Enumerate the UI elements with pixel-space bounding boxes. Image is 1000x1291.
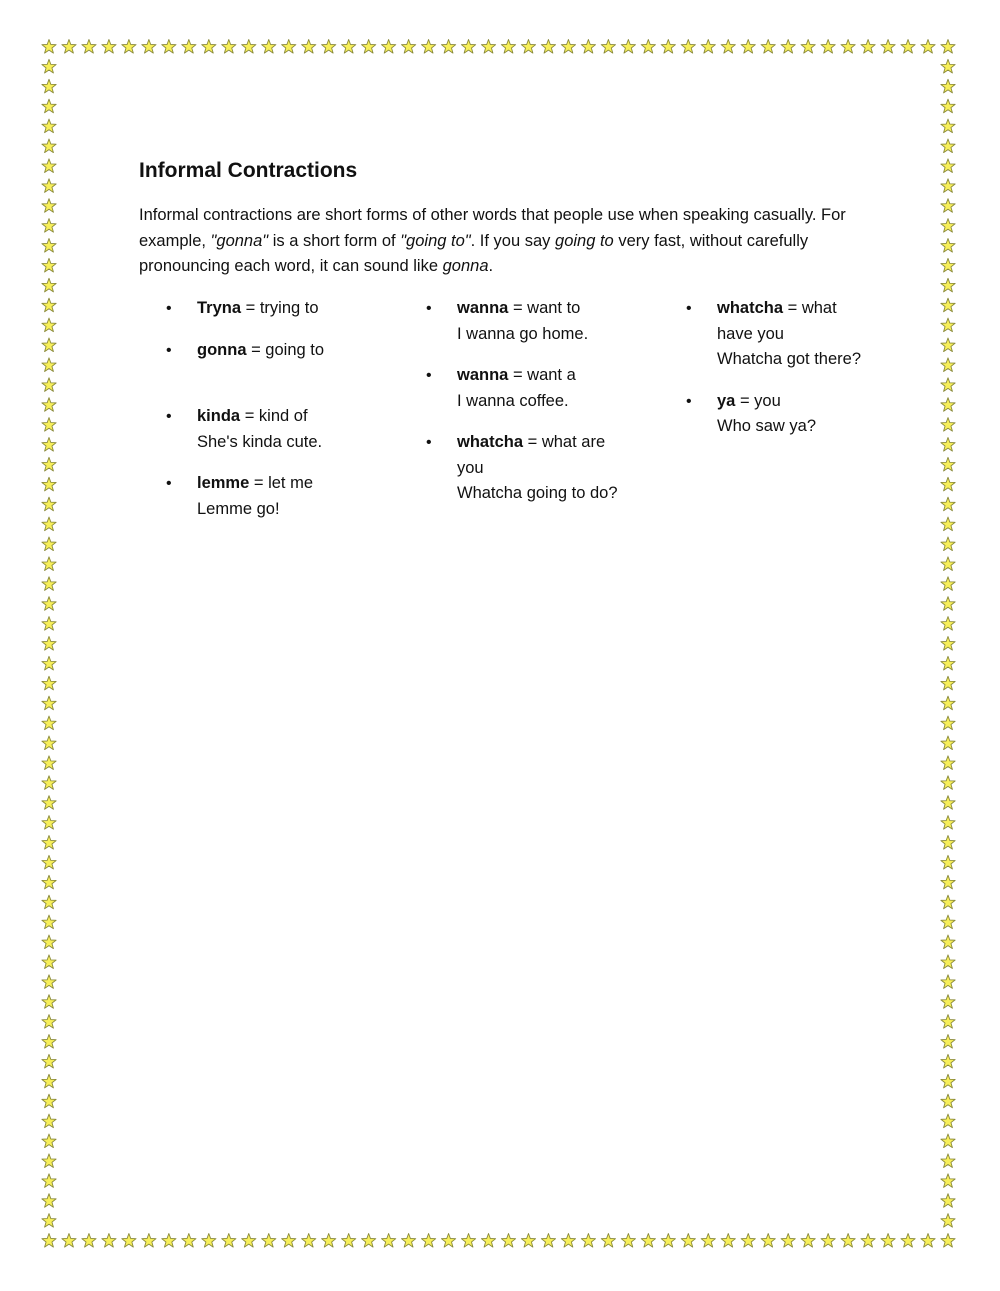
star-icon <box>42 418 56 432</box>
star-icon <box>941 418 955 432</box>
star-icon <box>42 756 56 770</box>
star-icon <box>941 935 955 949</box>
star-icon <box>801 1234 815 1248</box>
star-icon <box>941 1134 955 1148</box>
star-icon <box>42 895 56 909</box>
star-icon <box>941 816 955 830</box>
intro-italic-going-to: going to <box>555 231 614 250</box>
star-icon <box>42 656 56 670</box>
contraction-example: Whatcha going to do? <box>457 484 618 502</box>
star-icon <box>941 1174 955 1188</box>
star-icon <box>901 1234 915 1248</box>
star-icon <box>561 40 575 54</box>
star-icon <box>42 1134 56 1148</box>
star-icon <box>342 40 356 54</box>
contraction-entry <box>166 404 366 455</box>
star-icon <box>941 258 955 272</box>
contraction-definition: = what are you <box>457 433 606 477</box>
star-icon <box>741 1234 755 1248</box>
star-icon <box>42 836 56 850</box>
star-icon <box>222 1234 236 1248</box>
star-icon <box>262 1234 276 1248</box>
star-icon <box>42 477 56 491</box>
star-icon <box>42 1194 56 1208</box>
contraction-term: wanna <box>457 366 509 384</box>
star-icon <box>701 1234 715 1248</box>
star-icon <box>581 40 595 54</box>
star-icon <box>42 676 56 690</box>
star-icon <box>941 577 955 591</box>
star-icon <box>162 1234 176 1248</box>
star-icon <box>941 1074 955 1088</box>
star-icon <box>42 537 56 551</box>
star-icon <box>621 40 635 54</box>
star-icon <box>381 40 395 54</box>
contraction-example: I wanna coffee. <box>457 391 569 410</box>
contraction-entry <box>686 296 866 373</box>
star-icon <box>941 398 955 412</box>
star-icon <box>941 796 955 810</box>
star-icon <box>941 836 955 850</box>
star-icon <box>162 40 176 54</box>
star-icon <box>941 40 955 54</box>
contraction-definition: = let me <box>249 474 314 492</box>
star-icon <box>921 1234 935 1248</box>
star-icon <box>821 1234 835 1248</box>
star-icon <box>102 1234 116 1248</box>
star-icon <box>801 40 815 54</box>
contraction-definition: = you <box>735 391 781 410</box>
star-icon <box>941 656 955 670</box>
star-icon <box>42 637 56 651</box>
star-icon <box>941 776 955 790</box>
contraction-term: wanna <box>457 299 509 317</box>
star-icon <box>721 40 735 54</box>
star-icon <box>122 40 136 54</box>
star-icon <box>881 40 895 54</box>
star-icon <box>42 1214 56 1228</box>
star-icon <box>941 875 955 889</box>
contraction-definition: = want to <box>508 299 581 317</box>
star-icon <box>941 855 955 869</box>
star-icon <box>541 40 555 54</box>
star-icon <box>881 1234 895 1248</box>
star-icon <box>42 99 56 113</box>
star-icon <box>42 378 56 392</box>
star-icon <box>42 935 56 949</box>
star-icon <box>42 338 56 352</box>
contraction-example: She's kinda cute. <box>197 432 323 451</box>
star-icon <box>641 40 655 54</box>
star-icon <box>941 1214 955 1228</box>
star-icon <box>42 318 56 332</box>
star-icon <box>42 1114 56 1128</box>
star-icon <box>501 40 515 54</box>
contraction-example: I wanna go home. <box>457 324 589 343</box>
star-icon <box>941 477 955 491</box>
contraction-definition: = trying to <box>241 299 319 317</box>
contraction-entry <box>426 296 626 347</box>
star-icon <box>242 1234 256 1248</box>
star-icon <box>42 497 56 511</box>
star-icon <box>302 40 316 54</box>
star-icon <box>841 40 855 54</box>
star-icon <box>761 40 775 54</box>
star-icon <box>401 40 415 54</box>
star-icon <box>701 40 715 54</box>
star-icon <box>721 1234 735 1248</box>
star-icon <box>82 1234 96 1248</box>
intro-text-4: very fast, without carefully pronouncing each word, it can sound like <box>139 231 809 275</box>
star-icon <box>941 895 955 909</box>
star-icon <box>661 1234 675 1248</box>
star-icon <box>42 816 56 830</box>
star-icon <box>941 995 955 1009</box>
star-icon <box>42 1054 56 1068</box>
star-icon <box>42 139 56 153</box>
star-icon <box>42 716 56 730</box>
star-icon <box>42 159 56 173</box>
star-icon <box>282 1234 296 1248</box>
intro-italic-gonna: gonna <box>442 257 489 275</box>
star-icon <box>421 1234 435 1248</box>
contraction-example: Whatcha got there? <box>717 350 862 368</box>
star-icon <box>941 955 955 969</box>
star-icon <box>42 915 56 929</box>
star-icon <box>262 40 276 54</box>
contraction-column-1 <box>166 296 366 538</box>
star-icon <box>42 577 56 591</box>
star-icon <box>941 696 955 710</box>
star-icon <box>42 398 56 412</box>
star-icon <box>941 99 955 113</box>
star-icon <box>461 1234 475 1248</box>
star-icon <box>941 597 955 611</box>
star-icon <box>322 1234 336 1248</box>
star-icon <box>681 40 695 54</box>
intro-text-1: Informal contractions are short forms of other words that people use when speaking casually. For example, <box>139 206 846 250</box>
star-icon <box>941 975 955 989</box>
star-icon <box>122 1234 136 1248</box>
star-icon <box>901 40 915 54</box>
star-icon <box>941 219 955 233</box>
star-icon <box>941 298 955 312</box>
intro-text-3: . If you say <box>470 231 556 250</box>
star-icon <box>381 1234 395 1248</box>
star-icon <box>42 955 56 969</box>
contraction-term: whatcha <box>717 299 784 317</box>
star-icon <box>42 40 56 54</box>
star-icon <box>941 736 955 750</box>
contraction-example: Who saw ya? <box>717 417 817 435</box>
page-title: Informal Contractions <box>139 159 358 182</box>
star-icon <box>42 1074 56 1088</box>
star-icon <box>322 40 336 54</box>
star-icon <box>42 59 56 73</box>
star-icon <box>941 756 955 770</box>
star-icon <box>601 1234 615 1248</box>
star-icon <box>62 40 76 54</box>
star-icon <box>681 1234 695 1248</box>
star-icon <box>941 1154 955 1168</box>
contraction-term: Tryna <box>197 299 242 317</box>
contraction-term: ya <box>717 391 736 410</box>
intro-text-2: is a short form of <box>268 231 401 250</box>
contraction-definition: = going to <box>246 340 325 359</box>
star-icon <box>841 1234 855 1248</box>
star-icon <box>42 597 56 611</box>
star-icon <box>222 40 236 54</box>
star-icon <box>941 278 955 292</box>
star-icon <box>521 1234 535 1248</box>
star-icon <box>641 1234 655 1248</box>
star-icon <box>42 258 56 272</box>
star-icon <box>42 796 56 810</box>
star-icon <box>941 637 955 651</box>
star-icon <box>941 1194 955 1208</box>
star-icon <box>242 40 256 54</box>
star-icon <box>42 1035 56 1049</box>
star-icon <box>142 1234 156 1248</box>
star-icon <box>621 1234 635 1248</box>
star-icon <box>781 40 795 54</box>
star-icon <box>42 239 56 253</box>
contraction-term: lemme <box>197 474 250 492</box>
star-icon <box>541 1234 555 1248</box>
star-icon <box>42 855 56 869</box>
star-icon <box>62 1234 76 1248</box>
star-icon <box>581 1234 595 1248</box>
star-icon <box>821 40 835 54</box>
star-icon <box>941 338 955 352</box>
star-icon <box>941 179 955 193</box>
star-icon <box>42 617 56 631</box>
star-icon <box>941 378 955 392</box>
star-icon <box>42 219 56 233</box>
contraction-definition: = want a <box>508 366 576 384</box>
star-icon <box>941 358 955 372</box>
star-icon <box>521 40 535 54</box>
star-icon <box>42 1174 56 1188</box>
contraction-column-3 <box>686 296 866 456</box>
star-icon <box>182 40 196 54</box>
contraction-term: whatcha <box>457 433 524 451</box>
intro-text-5: . <box>488 257 494 275</box>
star-icon <box>82 40 96 54</box>
star-icon <box>401 1234 415 1248</box>
star-icon <box>42 875 56 889</box>
contraction-entry <box>166 338 366 364</box>
star-icon <box>42 995 56 1009</box>
star-icon <box>941 199 955 213</box>
star-icon <box>42 199 56 213</box>
star-icon <box>941 617 955 631</box>
star-icon <box>42 736 56 750</box>
star-icon <box>362 1234 376 1248</box>
star-icon <box>42 1015 56 1029</box>
star-icon <box>42 1154 56 1168</box>
star-icon <box>761 1234 775 1248</box>
star-icon <box>362 40 376 54</box>
star-icon <box>42 1094 56 1108</box>
star-icon <box>42 179 56 193</box>
star-icon <box>601 40 615 54</box>
star-icon <box>282 40 296 54</box>
star-icon <box>342 1234 356 1248</box>
star-icon <box>941 676 955 690</box>
star-icon <box>42 79 56 93</box>
star-icon <box>861 1234 875 1248</box>
star-icon <box>481 1234 495 1248</box>
contraction-definition: = what have you <box>717 299 837 343</box>
star-icon <box>42 696 56 710</box>
star-icon <box>441 1234 455 1248</box>
star-icon <box>941 517 955 531</box>
star-icon <box>302 1234 316 1248</box>
star-icon <box>481 40 495 54</box>
star-icon <box>741 40 755 54</box>
contraction-column-2 <box>426 296 626 523</box>
star-icon <box>501 1234 515 1248</box>
star-icon <box>42 557 56 571</box>
star-icon <box>941 557 955 571</box>
star-icon <box>941 119 955 133</box>
star-icon <box>941 497 955 511</box>
star-icon <box>941 537 955 551</box>
star-icon <box>941 1094 955 1108</box>
star-icon <box>42 358 56 372</box>
star-icon <box>941 457 955 471</box>
intro-quote-gonna: "gonna" <box>210 231 269 250</box>
star-icon <box>941 1054 955 1068</box>
star-icon <box>42 298 56 312</box>
star-icon <box>941 716 955 730</box>
star-icon <box>142 40 156 54</box>
star-icon <box>42 119 56 133</box>
contraction-entry <box>426 430 626 507</box>
star-icon <box>42 517 56 531</box>
star-icon <box>421 40 435 54</box>
intro-quote-going-to: "going to" <box>400 231 471 250</box>
star-icon <box>941 318 955 332</box>
star-icon <box>441 40 455 54</box>
star-icon <box>102 40 116 54</box>
star-icon <box>921 40 935 54</box>
star-icon <box>202 1234 216 1248</box>
star-icon <box>941 1234 955 1248</box>
contraction-term: kinda <box>197 407 241 425</box>
star-icon <box>42 1234 56 1248</box>
star-icon <box>861 40 875 54</box>
star-icon <box>661 40 675 54</box>
contraction-example: Lemme go! <box>197 499 280 518</box>
star-icon <box>42 457 56 471</box>
contraction-term: gonna <box>197 340 247 359</box>
contraction-entry <box>166 296 366 322</box>
star-icon <box>941 139 955 153</box>
star-icon <box>42 438 56 452</box>
star-icon <box>941 915 955 929</box>
star-icon <box>461 40 475 54</box>
star-icon <box>941 438 955 452</box>
star-icon <box>182 1234 196 1248</box>
star-icon <box>941 59 955 73</box>
star-icon <box>781 1234 795 1248</box>
star-icon <box>202 40 216 54</box>
star-icon <box>941 159 955 173</box>
star-icon <box>941 79 955 93</box>
contraction-entry <box>686 389 866 440</box>
star-icon <box>941 1114 955 1128</box>
contraction-entry <box>166 471 366 522</box>
contraction-definition: = kind of <box>240 407 308 425</box>
star-icon <box>42 975 56 989</box>
star-icon <box>42 776 56 790</box>
star-icon <box>941 239 955 253</box>
star-icon <box>42 278 56 292</box>
star-icon <box>941 1035 955 1049</box>
star-icon <box>941 1015 955 1029</box>
star-icon <box>561 1234 575 1248</box>
intro-paragraph <box>139 203 869 280</box>
contraction-entry <box>426 363 626 414</box>
